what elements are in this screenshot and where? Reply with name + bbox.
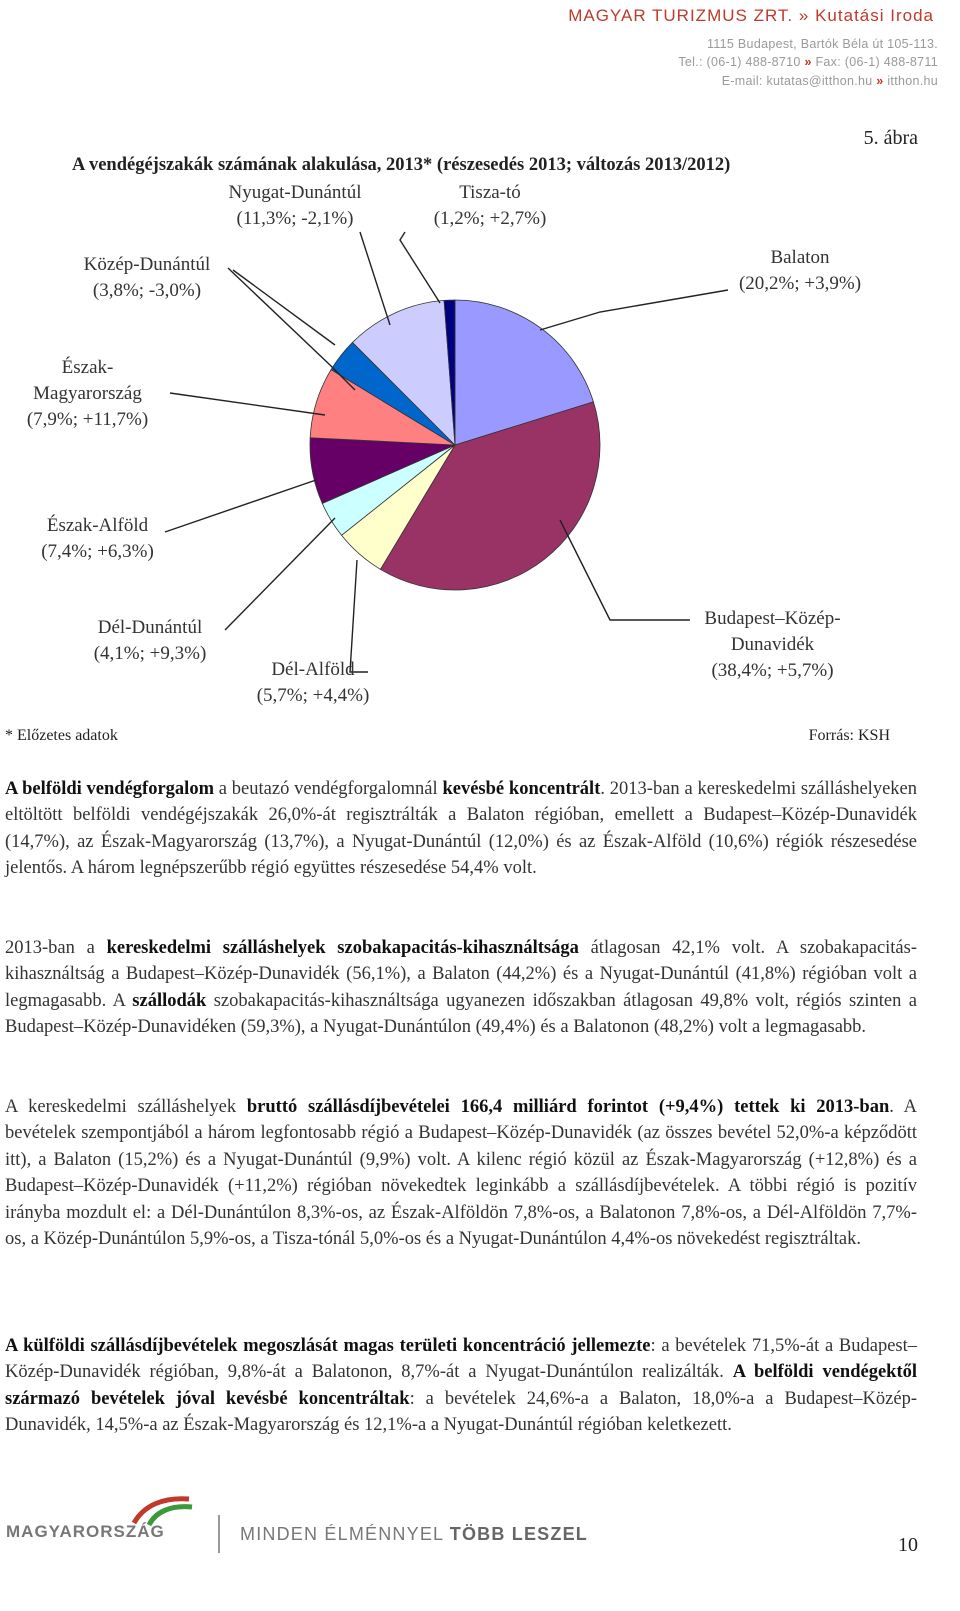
paragraph-run: a beutazó vendégforgalomnál [213,779,443,799]
label-kozep-dunantul: Közép-Dunántúl (3,8%; -3,0%) [83,254,211,301]
header-tel: Tel.: (06-1) 488-8710 [678,55,801,69]
leader-line [228,268,355,390]
label-tisza-to: Tisza-tó (1,2%; +2,7%) [433,182,547,229]
paragraph-run: kevésbé koncentrált [442,779,601,799]
paragraph-foreign-revenue [5,1333,917,1439]
label-del-dunantul: Dél-Dunántúl (4,1%; +9,3%) [93,617,207,664]
preliminary-note: * Előzetes adatok [5,727,118,744]
leader-line [560,520,690,620]
paragraph-run: A külföldi szállásdíjbevételek megoszlását magas területi koncentráció jellemezte [5,1336,651,1356]
paragraph-run: . 2013-ban a kereskedelmi szálláshelyeken eltöltött belföldi vendégéjszakák 26,0%-át regisztrálták a Balaton régióban, emellett a Budapest–Közép-Dunavidék (14,7%), az Észak-Magyarország (13,7%), a Nyugat-Dunántúl (12,0%) és az Észak-Alföld (10,6%) régiók részesedése jelentős. A három legnépszerűbb régió együttes részesedése 54,4% volt. [5,779,917,879]
label-eszak-magyarorszag: Észak- Magyarország (7,9%; +11,7%) [26,357,149,430]
header-fax: Fax: (06-1) 488-8711 [815,55,938,69]
label-budapest-kozep-dunavidek: Budapest–Közép- Dunavidék (38,4%; +5,7%) [704,608,841,681]
paragraph-room-occupancy [5,935,917,1041]
separator-icon: » [804,55,812,69]
slogan-part-b: TÖBB LESZEL [449,1524,588,1544]
paragraph-run: A belföldi vendégektől származó bevételek jóval kevésbé koncentráltak [5,1362,917,1409]
footer-divider [218,1515,220,1553]
header-address: 1115 Budapest, Bartók Béla út 105-113. [707,37,938,51]
leader-line [360,232,390,325]
paragraph-run: . A bevételek szempontjából a három legfontosabb régió a Budapest–Közép-Dunavidék (az összes bevétel 52,0%-a képződött itt), a Balaton (15,2%) és a Nyugat-Dunántúl (9,9%) volt. A kilenc régió közül az Észak-Magyarország (+12,8%) és a Budapest–Közép-Dunavidék (+11,2%) régióban növekedtek leginkább a szállásdíjbevételek. A többi régió is pozitív irányba mozdult el: a Dél-Dunántúlon 8,3%-os, az Észak-Alföldön 7,8%-os, a Balatonon 7,8%-os, a Dél-Alföldön 7,7%-os, a Közép-Dunántúlon 5,9%-os, a Tisza-tónál 5,0%-os és a Nyugat-Dunántúlon 4,4%-os növekedést regisztráltak. [5,1097,917,1250]
paragraph-run: átlagosan 42,1% volt. A szobakapacitás-kihasználtság a Budapest–Közép-Dunavidék (56,1%), a Balaton (44,2%) és a Nyugat-Dunántúl (41,8%) régióban volt a legmagasabb. A [5,938,918,1011]
separator-icon: » [876,74,884,88]
label-del-alfold: Dél-Alföld (5,7%; +4,4%) [256,659,370,706]
chart-title: A vendégéjszakák számának alakulása, 2013* (részesedés 2013; változás 2013/2012) [72,155,731,175]
leader-line [540,290,728,330]
page-number: 10 [898,1534,918,1556]
paragraph-run: A belföldi vendégforgalom [5,779,214,799]
paragraph-run: A kereskedelmi szálláshelyek [5,1097,247,1117]
label-nyugat-dunantul: Nyugat-Dunántúl (11,3%; -2,1%) [228,182,362,229]
footer-slogan [240,1524,588,1545]
paragraph-run: : a bevételek 24,6%-a a Balaton, 18,0%-a a Budapest–Közép-Dunavidék, 14,5%-a az Észak-Magyarország és 12,1%-a a Nyugat-Dunántúl régióban keletkezett. [5,1388,917,1436]
header-email[interactable]: E-mail: kutatas@itthon.hu [721,74,873,88]
footer-brand: MAGYARORSZÁG [6,1522,165,1541]
source-note: Forrás: KSH [808,727,890,744]
paragraph-accommodation-revenue [5,1094,917,1252]
paragraph-run: szállodák [132,990,207,1011]
paragraph-run: : a bevételek 71,5%-át a Budapest–Közép-Dunavidék régióban, 9,8%-át a Balatonon, 8,7%-át a Nyugat-Dunántúlon realizálták. [5,1336,918,1383]
leader-line [165,480,316,532]
leader-line [233,270,335,345]
leader-line [400,232,440,303]
arrow-glyph: » [798,6,810,25]
org-unit: Kutatási Iroda [815,6,934,25]
figure-number: 5. ábra [863,127,918,149]
paragraph-domestic-traffic [5,776,917,882]
header-web[interactable]: itthon.hu [887,74,938,88]
org-name: MAGYAR TURIZMUS ZRT. [568,6,794,25]
leader-line [170,393,325,415]
label-eszak-alfold: Észak-Alföld (7,4%; +6,3%) [41,515,154,562]
label-balaton: Balaton (20,2%; +3,9%) [738,247,862,294]
paragraph-run: 2013-ban a [5,938,107,958]
leader-line [350,560,368,672]
paragraph-run: kereskedelmi szálláshelyek szobakapacitás-kihasználtsága [106,938,579,958]
slogan-part-a: MINDEN ÉLMÉNNYEL [240,1524,450,1544]
paragraph-run: bruttó szállásdíjbevételei 166,4 milliárd forintot (+9,4%) tettek ki 2013-ban [246,1097,890,1117]
paragraph-run: szobakapacitás-kihasználtsága ugyanezen időszakban átlagosan 49,8% volt, régiós szinten a Budapest–Közép-Dunavidéken (59,3%), a Nyugat-Dunántúlon (49,4%) és a Balatonon (48,2%) volt a legmagasabb. [5,990,917,1038]
leader-line [225,518,335,630]
